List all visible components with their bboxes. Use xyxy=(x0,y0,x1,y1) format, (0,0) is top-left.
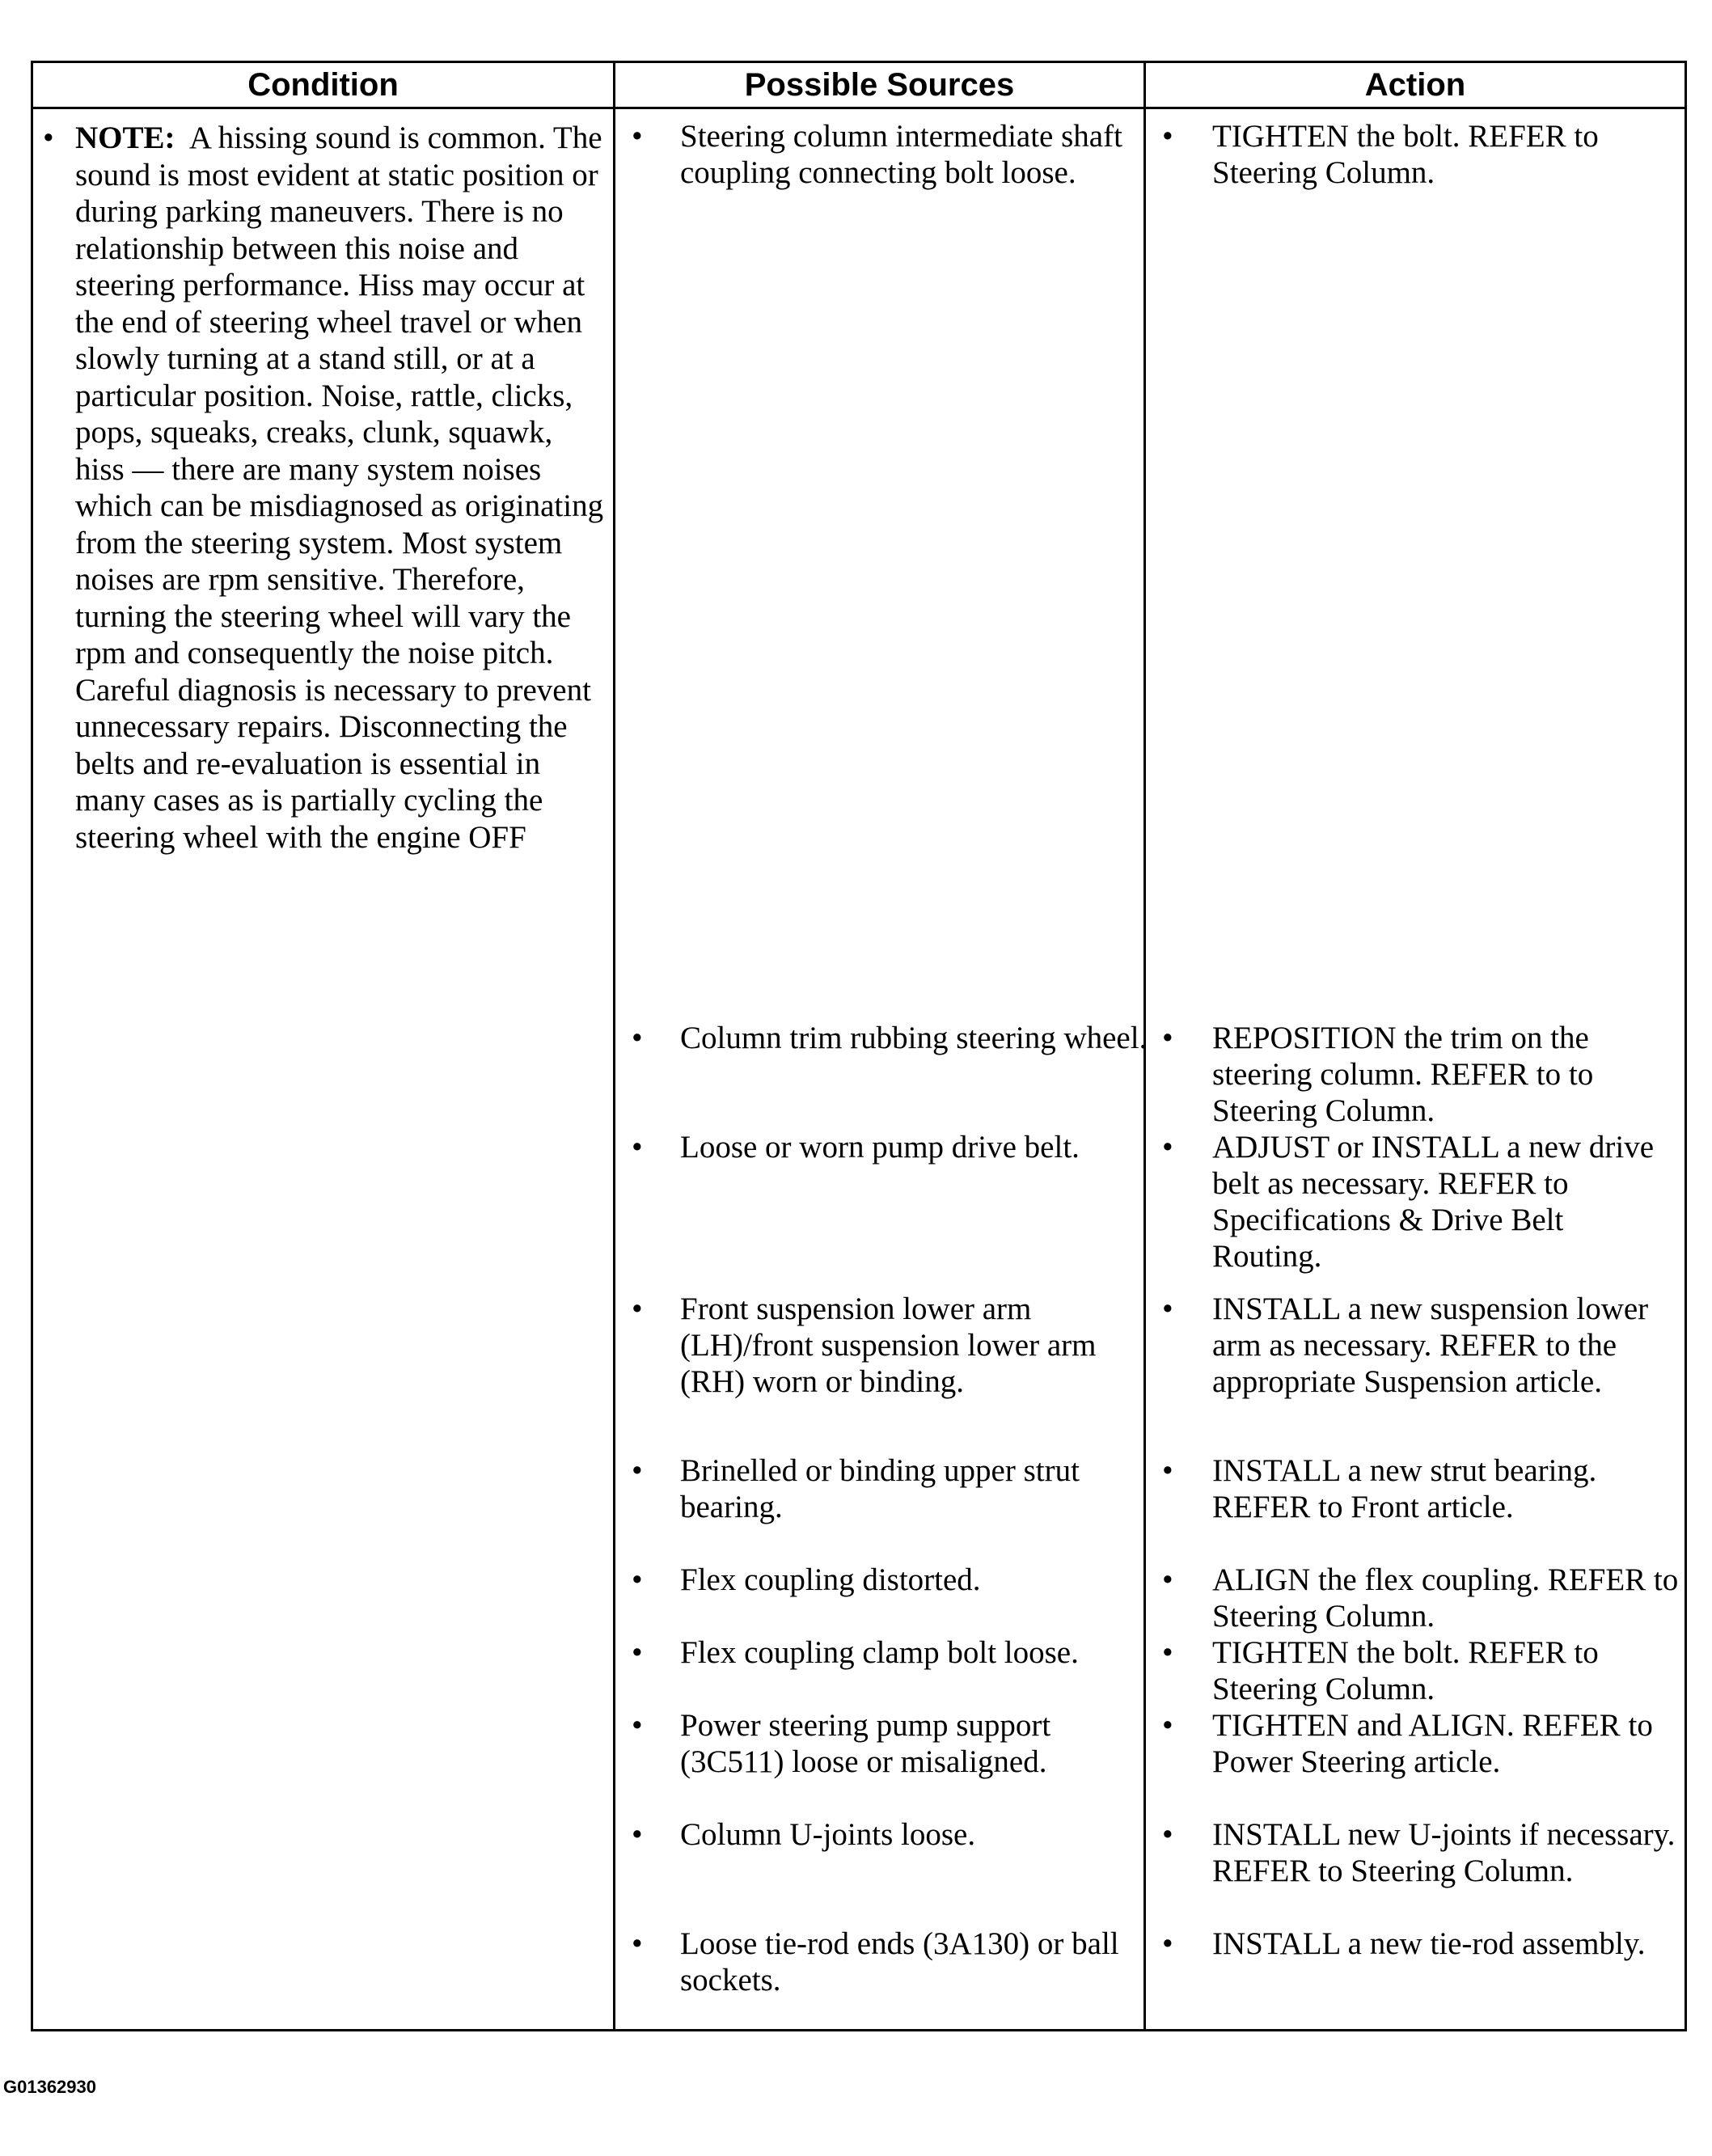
source-text: Flex coupling clamp bolt loose. xyxy=(680,1635,1079,1670)
note-text: A hissing sound is common. The sound is most evident at static position or during parking maneuvers. There is no relationship between this noise and steering performance. Hiss may occur at the end of steering wheel travel or when slowly turning at a stand still, or at a particular position. Noise, rattle, clicks, pops, squeaks, creaks, clunk, squawk, hiss — there are many system noises which can be misdiagnosed as originating from the steering system. Most system noises are rpm sensitive. Therefore, turning the steering wheel will vary the rpm and consequently the noise pitch. Careful diagnosis is necessary to prevent unnecessary repairs. Disconnecting the belts and re-evaluation is essential in many cases as is partially cycling the steering wheel with the engine OFF xyxy=(75,120,604,855)
header-condition: Condition xyxy=(247,67,399,103)
bullet: • xyxy=(1162,1562,1173,1597)
action-text: INSTALL a new strut bearing. REFER to Front article. xyxy=(1212,1453,1597,1524)
header-possible-sources: Possible Sources xyxy=(744,67,1015,103)
bullet: • xyxy=(632,1926,643,1961)
source-text: Column U-joints loose. xyxy=(680,1817,976,1852)
action-item xyxy=(1162,118,1680,191)
action-item xyxy=(1162,1926,1680,1962)
source-item xyxy=(632,118,1149,191)
figure-id: G01362930 xyxy=(3,2077,96,2097)
source-text: Loose tie-rod ends (3A130) or ball sockets. xyxy=(680,1926,1119,1997)
action-text: INSTALL new U-joints if necessary. REFER to Steering Column. xyxy=(1212,1817,1676,1888)
condition-note xyxy=(75,120,609,856)
source-item xyxy=(632,1020,1149,1056)
action-item xyxy=(1162,1129,1680,1275)
bullet: • xyxy=(1162,1130,1173,1165)
note-label: NOTE: xyxy=(75,120,175,155)
action-text: ADJUST or INSTALL a new drive belt as necessary. REFER to Specifications & Drive Belt Routing. xyxy=(1212,1130,1655,1274)
bullet: • xyxy=(1162,1021,1173,1055)
bullet: • xyxy=(1162,1926,1173,1961)
bullet: • xyxy=(632,119,643,154)
action-text: ALIGN the flex coupling. REFER to Steering Column. xyxy=(1212,1562,1679,1634)
header-action: Action xyxy=(1364,67,1466,103)
source-text: Flex coupling distorted. xyxy=(680,1562,981,1597)
bullet: • xyxy=(1162,1708,1173,1743)
source-item xyxy=(632,1562,1149,1598)
source-item xyxy=(632,1291,1149,1400)
bullet: • xyxy=(632,1635,643,1670)
bullet: • xyxy=(632,1021,643,1055)
action-item xyxy=(1162,1452,1680,1525)
bullet: • xyxy=(632,1708,643,1743)
action-text: TIGHTEN the bolt. REFER to Steering Column. xyxy=(1212,119,1599,190)
source-item xyxy=(632,1707,1149,1780)
source-item xyxy=(632,1129,1149,1165)
diagnosis-table xyxy=(31,61,1687,2031)
source-text: Brinelled or binding upper strut bearing. xyxy=(680,1453,1080,1524)
source-item xyxy=(632,1452,1149,1525)
header-divider xyxy=(33,107,1685,109)
source-text: Front suspension lower arm (LH)/front suspension lower arm (RH) worn or binding. xyxy=(680,1291,1097,1399)
action-item xyxy=(1162,1562,1680,1634)
source-text: Steering column intermediate shaft coupling connecting bolt loose. xyxy=(680,119,1122,190)
bullet: • xyxy=(43,120,54,155)
action-item xyxy=(1162,1020,1680,1129)
action-item xyxy=(1162,1634,1680,1707)
bullet: • xyxy=(1162,1453,1173,1488)
action-item xyxy=(1162,1707,1680,1780)
source-text: Power steering pump support (3C511) loose or misaligned. xyxy=(680,1708,1051,1779)
bullet: • xyxy=(1162,119,1173,154)
bullet: • xyxy=(632,1130,643,1165)
column-divider-1 xyxy=(613,63,615,2029)
source-item xyxy=(632,1634,1149,1671)
bullet: • xyxy=(632,1562,643,1597)
source-item xyxy=(632,1926,1149,1998)
source-text: Loose or worn pump drive belt. xyxy=(680,1130,1080,1165)
action-text: INSTALL a new tie-rod assembly. xyxy=(1212,1926,1646,1961)
source-text: Column trim rubbing steering wheel. xyxy=(680,1021,1148,1055)
action-item xyxy=(1162,1816,1680,1889)
action-text: INSTALL a new suspension lower arm as necessary. REFER to the appropriate Suspension article. xyxy=(1212,1291,1649,1399)
bullet: • xyxy=(632,1817,643,1852)
source-item xyxy=(632,1816,1149,1853)
bullet: • xyxy=(632,1291,643,1326)
action-text: TIGHTEN and ALIGN. REFER to Power Steering article. xyxy=(1212,1708,1653,1779)
condition-cell xyxy=(43,120,609,856)
bullet: • xyxy=(632,1453,643,1488)
action-item xyxy=(1162,1291,1680,1400)
action-text: TIGHTEN the bolt. REFER to Steering Column. xyxy=(1212,1635,1599,1706)
bullet: • xyxy=(1162,1291,1173,1326)
action-text: REPOSITION the trim on the steering column. REFER to to Steering Column. xyxy=(1212,1021,1594,1128)
bullet: • xyxy=(1162,1635,1173,1670)
bullet: • xyxy=(1162,1817,1173,1852)
